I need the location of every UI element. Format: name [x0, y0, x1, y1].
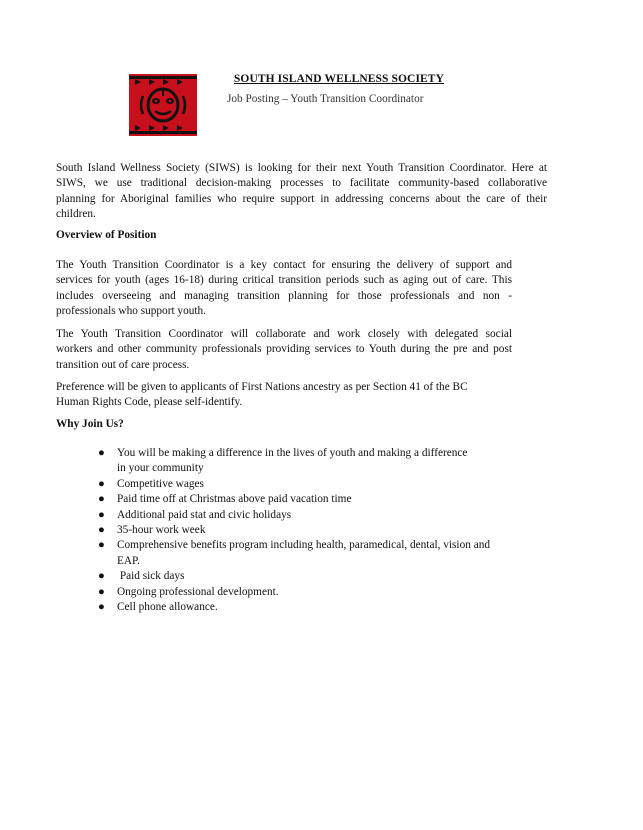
intro-line: planning for Aboriginal families who require support in addressing concerns about the care of their: [56, 192, 547, 205]
benefit-item: [56, 492, 490, 507]
benefit-text: 35-hour work week: [117, 524, 206, 537]
preference-paragraph: [56, 380, 512, 411]
organization-name: SOUTH ISLAND WELLNESS SOCIETY: [233, 73, 444, 85]
benefits-list: [56, 446, 490, 615]
overview-line: workers and other community professionals providing services to Youth during the pre and post: [56, 343, 512, 356]
preference-line: Human Rights Code, please self-identify.: [56, 396, 243, 409]
bullet-icon: ●: [98, 447, 105, 459]
bullet-icon: ●: [98, 539, 105, 552]
bullet-icon: ●: [98, 570, 105, 583]
bullet-icon: ●: [98, 524, 105, 537]
benefit-text: You will be making a difference in the lives of youth and making a difference: [117, 447, 468, 459]
overview-paragraph-2: [56, 327, 512, 373]
benefit-text: Competitive wages: [117, 477, 204, 490]
overview-line: The Youth Transition Coordinator is a key contact for ensuring the delivery of support and: [56, 259, 512, 271]
bullet-icon: ●: [98, 508, 105, 521]
intro-line: South Island Wellness Society (SIWS) is looking for their next Youth Transition Coordinator. Here at: [56, 162, 547, 174]
intro-line: children.: [56, 208, 96, 221]
bullet-icon: ●: [98, 477, 105, 490]
bullet-icon: ●: [98, 493, 105, 506]
overview-line: transition out of care process.: [56, 358, 190, 371]
benefit-text: Cell phone allowance.: [117, 601, 218, 614]
benefit-item: [56, 446, 490, 477]
benefit-text: Additional paid stat and civic holidays: [117, 508, 292, 521]
benefit-text: Paid sick days: [117, 570, 185, 583]
benefit-text: in your community: [117, 462, 204, 475]
overview-line: The Youth Transition Coordinator will collaborate and work closely with delegated social: [56, 328, 512, 340]
bullet-icon: ●: [98, 601, 105, 614]
benefit-item: [56, 569, 490, 584]
intro-line: SIWS, we use traditional decision-making processes to facilitate community-based collaborative: [56, 177, 547, 190]
benefit-item: [56, 477, 490, 492]
overview-line: services for youth (ages 16-18) during critical transition periods such as aging out of care. This: [56, 274, 512, 287]
benefit-item: [56, 508, 490, 523]
benefit-text: EAP.: [117, 554, 140, 567]
overview-line: includes overseeing and managing transition planning for those professionals and non -: [56, 289, 512, 302]
benefit-item: [56, 523, 490, 538]
overview-heading: Overview of Position: [56, 229, 157, 241]
benefit-item: [56, 538, 490, 569]
benefit-item: [56, 585, 490, 600]
benefit-text: Comprehensive benefits program including health, paramedical, dental, vision and: [117, 539, 491, 552]
intro-paragraph: [56, 161, 547, 223]
bullet-icon: ●: [98, 585, 105, 598]
benefit-text: Paid time off at Christmas above paid vacation time: [117, 493, 352, 506]
preference-line: Preference will be given to applicants of First Nations ancestry as per Section 41 of the BC: [56, 381, 468, 393]
why-join-heading: Why Join Us?: [56, 418, 124, 430]
siws-logo-icon: [129, 74, 197, 136]
benefit-text: Ongoing professional development.: [117, 585, 279, 598]
job-posting-subtitle: Job Posting – Youth Transition Coordinator: [227, 93, 424, 105]
overview-line: professionals who support youth.: [56, 305, 206, 318]
benefit-item: [56, 600, 490, 615]
overview-paragraph-1: [56, 258, 512, 320]
